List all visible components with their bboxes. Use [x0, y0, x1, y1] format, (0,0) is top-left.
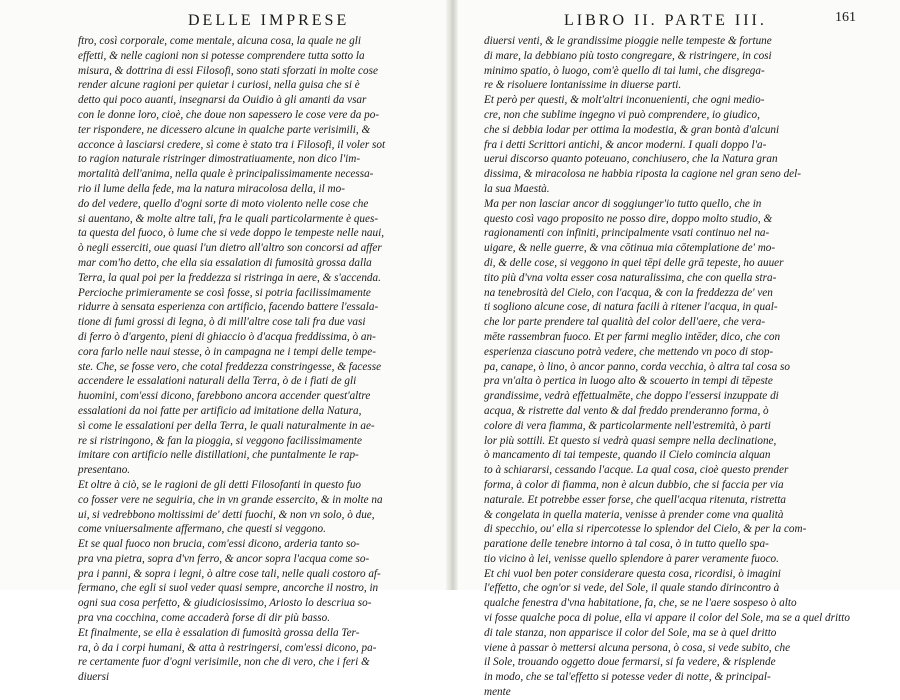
text-line: come vniuersalmente affermano, che questi si veggono.	[78, 523, 326, 536]
text-line: diuersi	[78, 671, 110, 684]
text-line: imitare con artificio nelle distillationi, che puntalmente le rap-	[78, 449, 359, 462]
left-page-text	[78, 34, 440, 685]
text-line: & congelata in quella materia, venisse à prender come vna qualità	[484, 508, 784, 521]
text-line: di ferro ò d'argento, pieni di ghiaccio ò d'acqua freddissima, ò an-	[78, 330, 376, 343]
text-line: co fosser vere ne seguiria, che in vn grande essercito, & in molte na	[78, 493, 383, 506]
text-line: Ma per non lasciar ancor di soggiunger'io tutto quello, che in	[484, 197, 762, 210]
text-line: accendere le essalationi naturali della Terra, ò de i fiati de gli	[78, 375, 357, 388]
text-line: il Sole, trouando oggetto doue fermarsi, si fa vedere, & risplende	[484, 656, 776, 669]
text-line: qualche fenestra d'vna habitatione, fa, che, se ne l'aere sospeso ò alto	[484, 597, 797, 610]
text-line: minimo spatio, ò luogo, com'è quello di tai lumi, che disgrega-	[484, 64, 765, 77]
text-line: uigare, & nelle guerre, & vna cōtinua mia cōtemplatione de' mo-	[484, 242, 776, 255]
text-line: dissima, & miracolosa ne habbia riposta la cagione nel gran seno del-	[484, 168, 801, 181]
text-line: re si ristringono, & fan la pioggia, si veggono facilissimamente	[78, 434, 362, 447]
text-line: colore di vera fiamma, & particolarmente nell'estremità, ò parti	[484, 419, 771, 432]
text-line: fra i detti Scrittori antichi, & ancor moderni. I quali doppo l'a-	[484, 138, 767, 151]
text-line: mente	[484, 686, 511, 699]
text-line: Et però per questi, & molt'altri inconuenienti, che ogni medio-	[484, 94, 765, 107]
text-line: tito più d'vna volta esser cosa naturalissima, che con quella stra-	[484, 271, 777, 284]
text-line: l'effetto, che ogn'or si vede, del Sole, il quale stando dirincontro à	[484, 582, 780, 595]
text-line: mar com'ho detto, che ella sia essalation di fumosità grossa dalla	[78, 256, 372, 269]
text-line: presentano.	[78, 464, 131, 477]
text-line: rio il lume della fede, ma la natura miracolosa della, il mo-	[78, 182, 345, 195]
right-header	[484, 10, 856, 34]
right-running-head: LIBRO II. PARTE III.	[564, 12, 767, 29]
text-line: re & risoluere lontanissime in diuerse parti.	[484, 79, 682, 92]
page-number: 161	[835, 10, 856, 25]
text-line: mēte rassembran fuoco. Et per farmi meglio intēder, dico, che con	[484, 330, 781, 343]
text-line: effetti, & nelle cagioni non si potesse comprendere tutta sotto la	[78, 49, 365, 62]
text-line: cre, non che sublime ingegno vi può comprendere, io giudico,	[484, 108, 760, 121]
text-line: ogni sua cosa perfetto, & giudiciosissimo, Ariosto lo descriua so-	[78, 597, 372, 610]
text-line: pa, canape, ò lino, ò ancor panno, corda vecchia, ò altra tal cosa so	[484, 360, 790, 373]
text-line: ò negli esserciti, oue quasi l'un dietro all'altro son concorsi ad affer	[78, 242, 382, 255]
text-line: mortalità dell'anima, nella quale è principalissimamente necessa-	[78, 168, 374, 181]
left-header	[78, 10, 440, 34]
text-line: pra i panni, & sopra i legni, ò altre cose tali, nelle quali costoro af-	[78, 567, 381, 580]
text-line: pra vn'alta ò pertica in luogo alto & scouerto in tempi di tēpeste	[484, 375, 773, 388]
text-line: misura, & dottrina di essi Filosofi, sono stati sforzati in molte cose	[78, 64, 378, 77]
book-gutter	[446, 0, 458, 590]
text-line: fermano, che egli si suol veder quasi sempre, ancorche il nostro, in	[78, 582, 379, 595]
text-line: ò mancamento di tai tempeste, quando il Cielo comincia alquan	[484, 449, 771, 462]
text-line: con le donne loro, cioè, che doue non sapessero le cose vere da po-	[78, 108, 380, 121]
text-line: Percioche primieramente se così fosse, si potria facilissimamente	[78, 286, 371, 299]
text-line: vi fosse qualche poca di polue, ella vi appare il color del Sole, ma se a quel dritto	[484, 612, 850, 625]
text-line: na tenebrosità del Cielo, con l'acqua, & con la freddezza de' ven	[484, 286, 773, 299]
text-line: acconce à lasciarsi credere, sì come è stato tra i Filosofi, il voler sot	[78, 138, 386, 151]
text-line: render alcune ragioni per quietar i curiosi, nella guisa che si è	[78, 79, 360, 92]
text-line: ra, ò da i corpi humani, & atta à restringersi, com'essi dicono, pa-	[78, 641, 377, 654]
text-line: Et se qual fuoco non brucia, com'essi dicono, arderia tanto so-	[78, 538, 360, 551]
text-line: ti sogliono alcune cose, di natura facili à ritener l'acqua, in qual-	[484, 301, 778, 314]
text-line: acqua, & ristrette dal vento & dal freddo prenderanno forma, ò	[484, 404, 769, 417]
text-line: ui, si vedrebbono moltissimi de' detti fuochi, & non vn solo, ò due,	[78, 508, 375, 521]
text-line: tio vicino à lei, venisse quello splendore à parer veramente fuoco.	[484, 552, 779, 565]
text-line: to ragion naturale ristringer dimostratiuamente, non dico l'im-	[78, 153, 361, 166]
text-line: detto qui poco auanti, insegnarsi da Ouidio à gli amanti da vsar	[78, 94, 367, 107]
text-line: grandissime, vedrà effettualmēte, che doppo l'essersi inzuppate di	[484, 390, 779, 403]
text-line: tione di fumi grossi di legna, ò di mill'altre cose tali fra due vasi	[78, 316, 366, 329]
text-line: essalationi da noi fatte per artificio ad imitatione della Natura,	[78, 404, 362, 417]
text-line: Et chi vuol ben poter considerare questa cosa, ricordisi, ò imagini	[484, 567, 781, 580]
text-line: do del vedere, quello d'ogni sorte di moto violento nelle cose che	[78, 197, 369, 210]
text-line: paratione delle tenebre intorno à tal cosa, ò in tutto quello spa-	[484, 538, 769, 551]
text-line: ragionamenti con infiniti, principalmente vsati continuo nel na-	[484, 227, 770, 240]
text-line: viene à passar ò mettersi alcuna persona, ò cosa, si vede subito, che	[484, 641, 791, 654]
text-line: forma, à color di fiamma, non è alcun dubbio, che si faccia per via	[484, 478, 784, 491]
text-line: che lor parte prendere tal qualità del color dell'aere, che vera-	[484, 316, 766, 329]
text-line: sì come le essalationi per della Terra, le quali naturalmente in ae-	[78, 419, 375, 432]
text-line: ridurre à sensata esperienza con artificio, facendo battere l'essala-	[78, 301, 379, 314]
text-line: di mare, la debbiano più tosto congregare, & ristringere, in cosi	[484, 49, 772, 62]
text-line: uerui discorso quanto poteuano, conchiusero, che la Natura gran	[484, 153, 778, 166]
left-page	[78, 10, 440, 684]
right-page-text	[484, 34, 856, 700]
text-line: huomini, com'essi dicono, farebbono ancora accender quest'altre	[78, 390, 371, 403]
text-line: pra vna pietra, sopra d'vn ferro, & ancor sopra l'acqua come so-	[78, 552, 370, 565]
text-line: la sua Maestà.	[484, 182, 550, 195]
text-line: to à schiararsi, cessando l'acque. La qual cosa, cioè questo prender	[484, 464, 789, 477]
text-line: Terra, la qual poi per la freddezza si ristringa in aere, & s'accenda.	[78, 271, 381, 284]
text-line: Et finalmente, se ella è essalation di fumosità grossa della Ter-	[78, 626, 360, 639]
text-line: lor più sottili. Et questo si vedrà quasi sempre nella declinatione,	[484, 434, 777, 447]
text-line: di, & delle cose, si veggono in quei tēpi delle grā tepeste, ho auuer	[484, 256, 784, 269]
text-line: ta questa del fuoco, ò lume che si vede doppo le tempeste nelle naui,	[78, 227, 385, 240]
text-line: ste. Che, se fosse vero, che cotal freddezza constringesse, & facesse	[78, 360, 382, 373]
text-line: di specchio, ou' ella si ripercotesse lo splendor del Cielo, & per la com-	[484, 523, 807, 536]
text-line: di tale stanza, non apparisce il color del Sole, ma se à quel dritto	[484, 626, 777, 639]
text-line: re certamente fuor d'ogni verisimile, non che di vero, che i feri &	[78, 656, 370, 669]
left-running-head: DELLE IMPRESE	[188, 12, 350, 29]
text-line: diuersi venti, & le grandissime pioggie nelle tempeste & fortune	[484, 35, 772, 47]
text-line: Et oltre à ciò, se le ragioni de gli detti Filosofanti in questo fuo	[78, 478, 361, 491]
text-line: esperienza ciascuno potrà vedere, che mettendo vn poco di stop-	[484, 345, 774, 358]
text-line: ter rispondere, ne dicessero alcune in qualche parte verisimili, &	[78, 123, 371, 136]
text-line: cora farlo nelle naui stesse, ò in campagna ne i tempi delle tempe-	[78, 345, 376, 358]
text-line: si auentano, & molte altre tali, fra le quali particolarmente è ques-	[78, 212, 379, 225]
text-line: in modo, che se tal'effetto si potesse veder di notte, & principal-	[484, 671, 771, 684]
text-line: questo così vago proposito ne posso dire, doppo molto studio, &	[484, 212, 773, 225]
right-page	[484, 10, 856, 699]
text-line: naturale. Et potrebbe esser forse, che quell'acqua ritenuta, ristretta	[484, 493, 787, 506]
text-line: ftro, così corporale, come mentale, alcuna cosa, la quale ne gli	[78, 35, 361, 47]
text-line: pra vna cocchina, come accaderà forse di dir più basso.	[78, 612, 330, 625]
text-line: che si debbia lodar per ottima la modestia, & gran bontà d'alcuni	[484, 123, 780, 136]
